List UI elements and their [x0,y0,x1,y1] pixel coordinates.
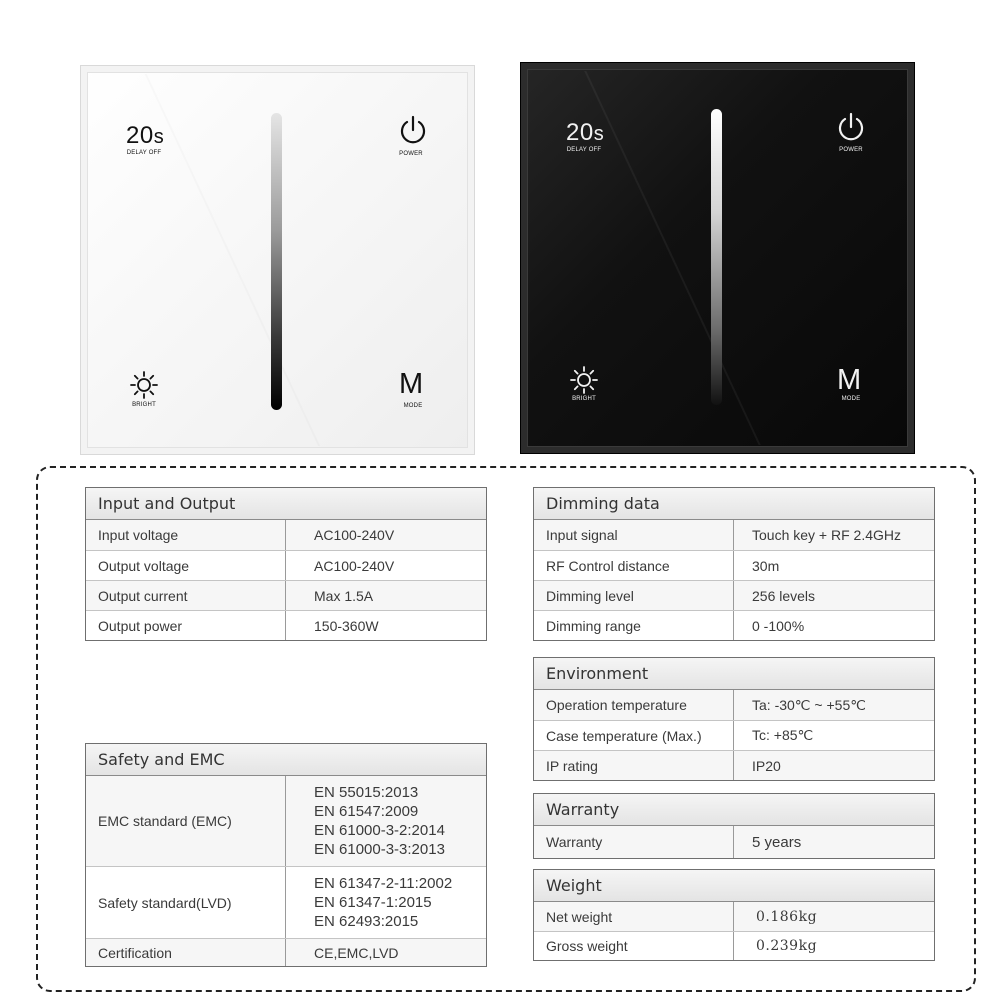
spec-table-warranty [533,793,935,859]
spec-key: Dimming level [534,581,734,610]
spec-value: 0.239kg [756,938,818,954]
spec-value: Touch key + RF 2.4GHz [752,527,902,543]
table-row [86,938,486,966]
spec-key: Output voltage [86,551,286,580]
delay-off-button[interactable] [566,119,604,147]
table-row [534,580,934,610]
spec-key: Dimming range [534,611,734,640]
spec-value: CE,EMC,LVD [314,944,399,961]
delay-value: 20 [566,119,594,146]
table-row [534,826,934,858]
spec-key: RF Control distance [534,551,734,580]
mode-button[interactable]: M [837,364,862,396]
table-row [86,550,486,580]
table-row [534,690,934,720]
bright-label: BRIGHT [132,402,156,408]
table-row [534,550,934,580]
spec-key: Gross weight [534,932,734,960]
power-label: POWER [839,147,863,153]
table-title: Weight [534,870,934,902]
table-title: Safety and EMC [86,744,486,776]
delay-unit: s [593,123,605,145]
delay-off-label: DELAY OFF [566,147,602,153]
spec-value [286,776,445,866]
spec-key: Net weight [534,902,734,931]
spec-value: 30m [752,557,780,574]
table-row [86,520,486,550]
spec-key: Case temperature (Max.) [534,721,734,750]
mode-button[interactable]: M [399,368,424,400]
table-row [86,610,486,640]
bright-label: BRIGHT [572,396,596,402]
spec-value: 0 -100% [752,617,805,634]
spec-value: Tc: +85℃ [752,727,814,743]
spec-table-input-output [85,487,487,641]
spec-value: 150-360W [314,617,379,634]
spec-table-environment [533,657,935,781]
brightness-slider[interactable] [271,113,282,410]
spec-value: Max 1.5A [314,587,374,604]
spec-value: 0.186kg [756,908,818,925]
spec-table-dimming [533,487,935,641]
spec-value: AC100-240V [314,527,395,543]
mode-label: MODE [403,403,423,409]
white-touch-panel [80,65,475,455]
spec-key: Operation temperature [534,690,734,720]
table-row [534,750,934,780]
power-icon[interactable] [836,111,866,143]
standard-line: EN 61000-3-3:2013 [314,841,445,858]
standard-line: EN 62493:2015 [314,913,419,930]
black-touch-panel [520,62,915,454]
table-row [534,931,934,960]
spec-key: Input signal [534,520,734,550]
spec-table-weight [533,869,935,961]
table-title: Environment [534,658,934,690]
spec-key: Output current [86,581,286,610]
delay-unit: s [153,126,165,148]
spec-value: 5 years [752,833,802,851]
spec-value: IP20 [752,757,781,774]
table-row [86,866,486,938]
spec-key: EMC standard (EMC) [86,776,286,866]
brightness-slider[interactable] [711,109,722,405]
sun-icon[interactable] [129,370,159,400]
table-row [86,776,486,866]
standard-line: EN 55015:2013 [314,784,419,801]
spec-table-safety-emc [85,743,487,967]
power-label: POWER [399,151,423,157]
delay-off-button[interactable] [126,122,164,150]
table-row [534,610,934,640]
table-row [86,580,486,610]
standard-line: EN 61347-1:2015 [314,894,432,911]
spec-key: Safety standard(LVD) [86,867,286,938]
table-title: Input and Output [86,488,486,520]
delay-value: 20 [126,122,154,149]
spec-value: Ta: -30℃ ~ +55℃ [752,696,866,713]
power-icon[interactable] [398,114,428,146]
spec-key: Warranty [534,826,734,858]
spec-key: Output power [86,611,286,640]
mode-label: MODE [841,396,861,402]
table-row [534,902,934,931]
sun-icon[interactable] [569,365,599,395]
spec-key: Input voltage [86,520,286,550]
spec-value: AC100-240V [314,557,395,574]
spec-value: 256 levels [752,587,816,604]
standard-line: EN 61000-3-2:2014 [314,822,445,839]
table-row [534,720,934,750]
spec-key: IP rating [534,751,734,780]
spec-value [286,867,452,938]
table-row [534,520,934,550]
spec-key: Certification [86,939,286,966]
standard-line: EN 61347-2-11:2002 [314,875,453,892]
standard-line: EN 61547:2009 [314,803,419,820]
table-title: Dimming data [534,488,934,520]
delay-off-label: DELAY OFF [126,150,162,156]
table-title: Warranty [534,794,934,826]
